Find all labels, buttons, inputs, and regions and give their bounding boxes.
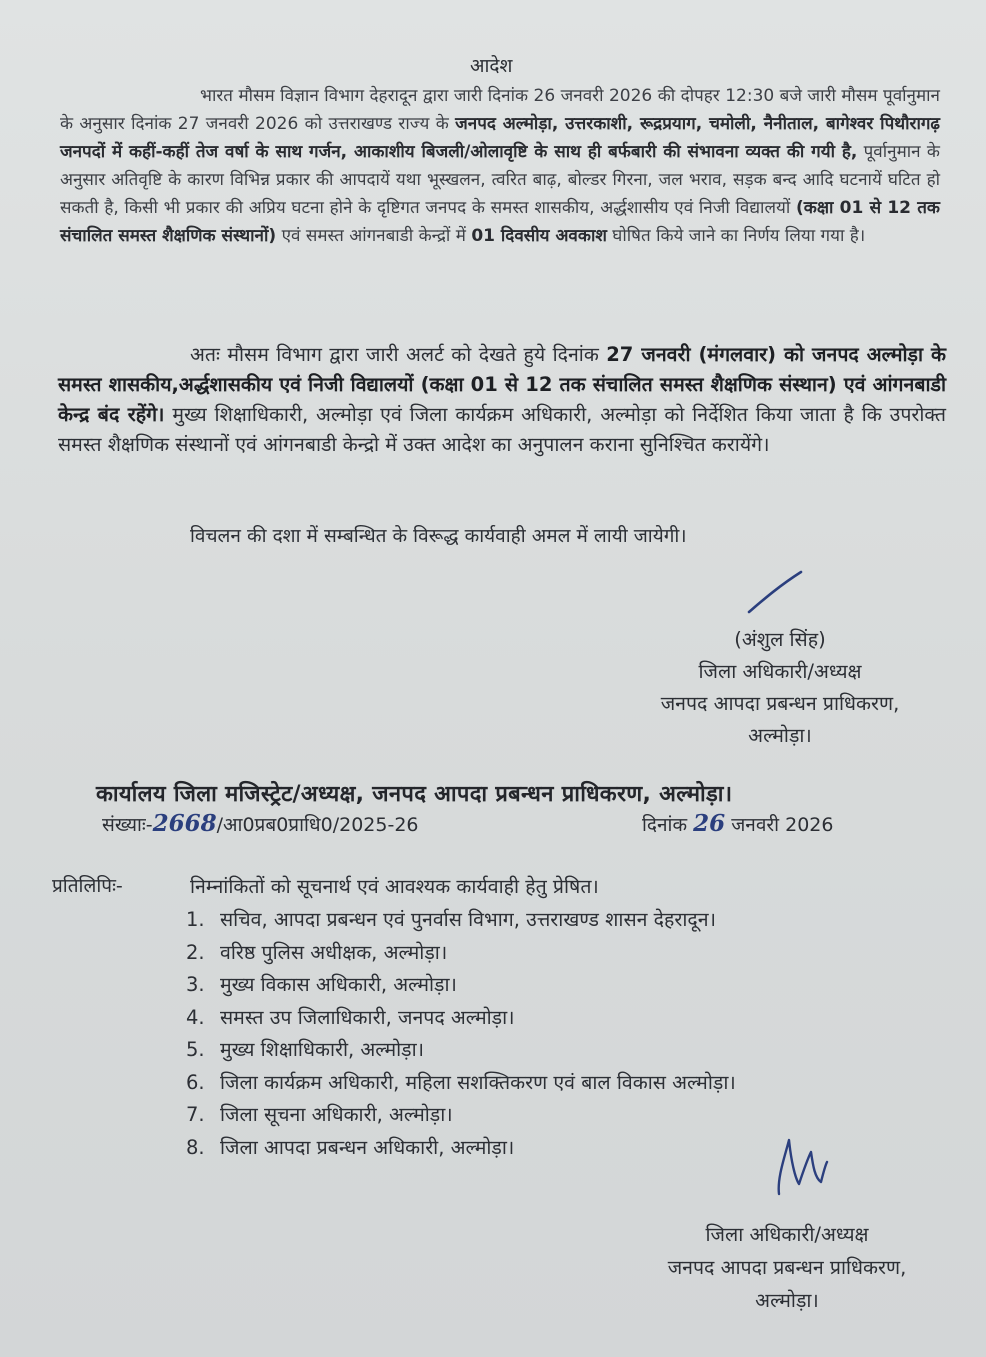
list-item [186, 1002, 736, 1035]
signatory-place: अल्मोड़ा। [748, 724, 812, 747]
reference-number [102, 810, 419, 837]
p1-text-c: एवं समस्त आंगनबाडी केन्द्रों में [276, 226, 472, 246]
paragraph-2 [58, 340, 946, 460]
list-item-number: 1. [186, 908, 205, 931]
list-item-number: 3. [186, 973, 205, 996]
list-item [186, 1034, 736, 1067]
copy-to-label: प्रतिलिपिः- [52, 875, 123, 897]
list-item-text: मुख्य विकास अधिकारी, अल्मोड़ा। [220, 973, 457, 996]
signatory-block-2 [612, 1218, 962, 1317]
paragraph-3: विचलन की दशा में सम्बन्धित के विरूद्ध कार्यवाही अमल में लायी जायेगी। [190, 525, 687, 547]
p2-text-a: अतः मौसम विभाग द्वारा जारी अलर्ट को देखते हुये दिनांक [190, 343, 607, 366]
p1-text-b: पूर्वानुमान के अनुसार अतिवृष्टि के कारण विभिन्न प्रकार की आपदायें यथा भूस्खलन, त्वरित बाढ़, बोल्डर गिरना, जल भराव, सड़क बन्द आदि घटनायें घटित हो सकती है, किसी भी प्रकार की अप्रिय घटना होने के दृष्टिगत जनपद के समस्त शासकीय, अर्द्धशासीय एवं निजी विद्यालयों [60, 142, 940, 218]
p1-text-d: घोषित किये जाने का निर्णय लिया गया है। [606, 226, 866, 246]
date-suffix: जनवरी 2026 [731, 814, 834, 836]
list-item [186, 1099, 736, 1132]
signatory2-designation: जिला अधिकारी/अध्यक्ष [705, 1223, 869, 1246]
list-item-number: 7. [186, 1103, 205, 1126]
order-title: आदेश [470, 55, 513, 77]
p2-bold-closure: 27 जनवरी (मंगलवार) को जनपद अल्मोड़ा के समस्त शासकीय,अर्द्धशासकीय एवं निजी विद्यालयों (कक्षा 01 से 12 तक संचालित समस्त शैक्षणिक संस्थान) एवं आंगनबाडी केन्द्र बंद रहेंगे। [58, 343, 946, 426]
paragraph-1 [60, 82, 940, 250]
list-item-text: मुख्य शिक्षाधिकारी, अल्मोड़ा। [220, 1038, 425, 1061]
list-item [186, 1067, 736, 1100]
signatory-name: (अंशुल सिंह) [734, 628, 826, 651]
signatory-block-1 [610, 624, 950, 752]
p1-bold-districts: जनपद अल्मोड़ा, उत्तरकाशी, रूद्रप्रयाग, चमोली, नैनीताल, बागेश्वर पिथौरागढ़ जनपदों में कहीं-कहीं तेज वर्षा के साथ गर्जन, आकाशीय बिजली/ओलावृष्टि के साथ ही बर्फबारी की संभावना व्यक्त की गयी है, [60, 114, 940, 162]
signatory2-authority: जनपद आपदा प्रबन्धन प्राधिकरण, [667, 1256, 907, 1279]
reference-date [642, 810, 833, 837]
list-item-number: 2. [186, 940, 205, 964]
date-handwritten-day: 26 [693, 810, 726, 837]
signatory-authority: जनपद आपदा प्रबन्धन प्राधिकरण, [660, 692, 900, 715]
signatory-designation: जिला अधिकारी/अध्यक्ष [698, 660, 862, 683]
list-item-text: समस्त उप जिलाधिकारी, जनपद अल्मोड़ा। [220, 1005, 515, 1029]
p1-bold-holiday: 01 दिवसीय अवकाश [471, 226, 607, 246]
list-item-text: वरिष्ठ पुलिस अधीक्षक, अल्मोड़ा। [220, 940, 448, 964]
copy-to-intro: निम्नांकितों को सूचनार्थ एवं आवश्यक कार्यवाही हेतु प्रेषित। [190, 875, 599, 898]
list-item-number: 5. [186, 1038, 205, 1061]
signature-mark-2 [765, 1122, 845, 1202]
list-item-number: 6. [186, 1070, 205, 1094]
reference-handwritten-number: 2668 [152, 810, 217, 837]
reference-suffix: /आ0प्रब0प्राधि0/2025-26 [216, 814, 419, 836]
office-line: कार्यालय जिला मजिस्ट्रेट/अध्यक्ष, जनपद आपदा प्रबन्धन प्राधिकरण, अल्मोड़ा। [96, 782, 733, 807]
list-item-text: जिला आपदा प्रबन्धन अधिकारी, अल्मोड़ा। [220, 1135, 515, 1159]
reference-prefix: संख्याः- [102, 814, 153, 836]
p2-text-b: मुख्य शिक्षाधिकारी, अल्मोड़ा एवं जिला कार्यक्रम अधिकारी, अल्मोड़ा को निर्देशित किया जाता है कि उपरोक्त समस्त शैक्षणिक संस्थानों एवं आंगनबाडी केन्द्रो में उक्त आदेश का अनुपालन कराना सुनिश्चित करायेंगे। [58, 403, 946, 456]
list-item [186, 904, 736, 937]
signature-mark-1 [745, 568, 805, 618]
p1-bold-classes: (कक्षा 01 से 12 तक संचालित समस्त शैक्षणिक संस्थानों) [60, 198, 940, 246]
p1-text-a: भारत मौसम विज्ञान विभाग देहरादून द्वारा जारी दिनांक 26 जनवरी 2026 की दोपहर 12:30 बजे जारी मौसम पूर्वानुमान के अनुसार दिनांक 27 जनवरी 2026 को उत्तराखण्ड राज्य के [60, 86, 940, 134]
list-item [186, 1132, 736, 1165]
list-item-text: सचिव, आपदा प्रबन्धन एवं पुनर्वास विभाग, उत्तराखण्ड शासन देहरादून। [220, 908, 716, 931]
copy-to-list [186, 904, 736, 1164]
list-item-number: 8. [186, 1135, 205, 1159]
signatory2-place: अल्मोड़ा। [755, 1289, 819, 1312]
list-item [186, 969, 736, 1002]
date-prefix: दिनांक [642, 814, 688, 836]
list-item-text: जिला कार्यक्रम अधिकारी, महिला सशक्तिकरण एवं बाल विकास अल्मोड़ा। [220, 1070, 736, 1094]
list-item-number: 4. [186, 1005, 205, 1029]
list-item [186, 937, 736, 970]
list-item-text: जिला सूचना अधिकारी, अल्मोड़ा। [220, 1103, 453, 1126]
